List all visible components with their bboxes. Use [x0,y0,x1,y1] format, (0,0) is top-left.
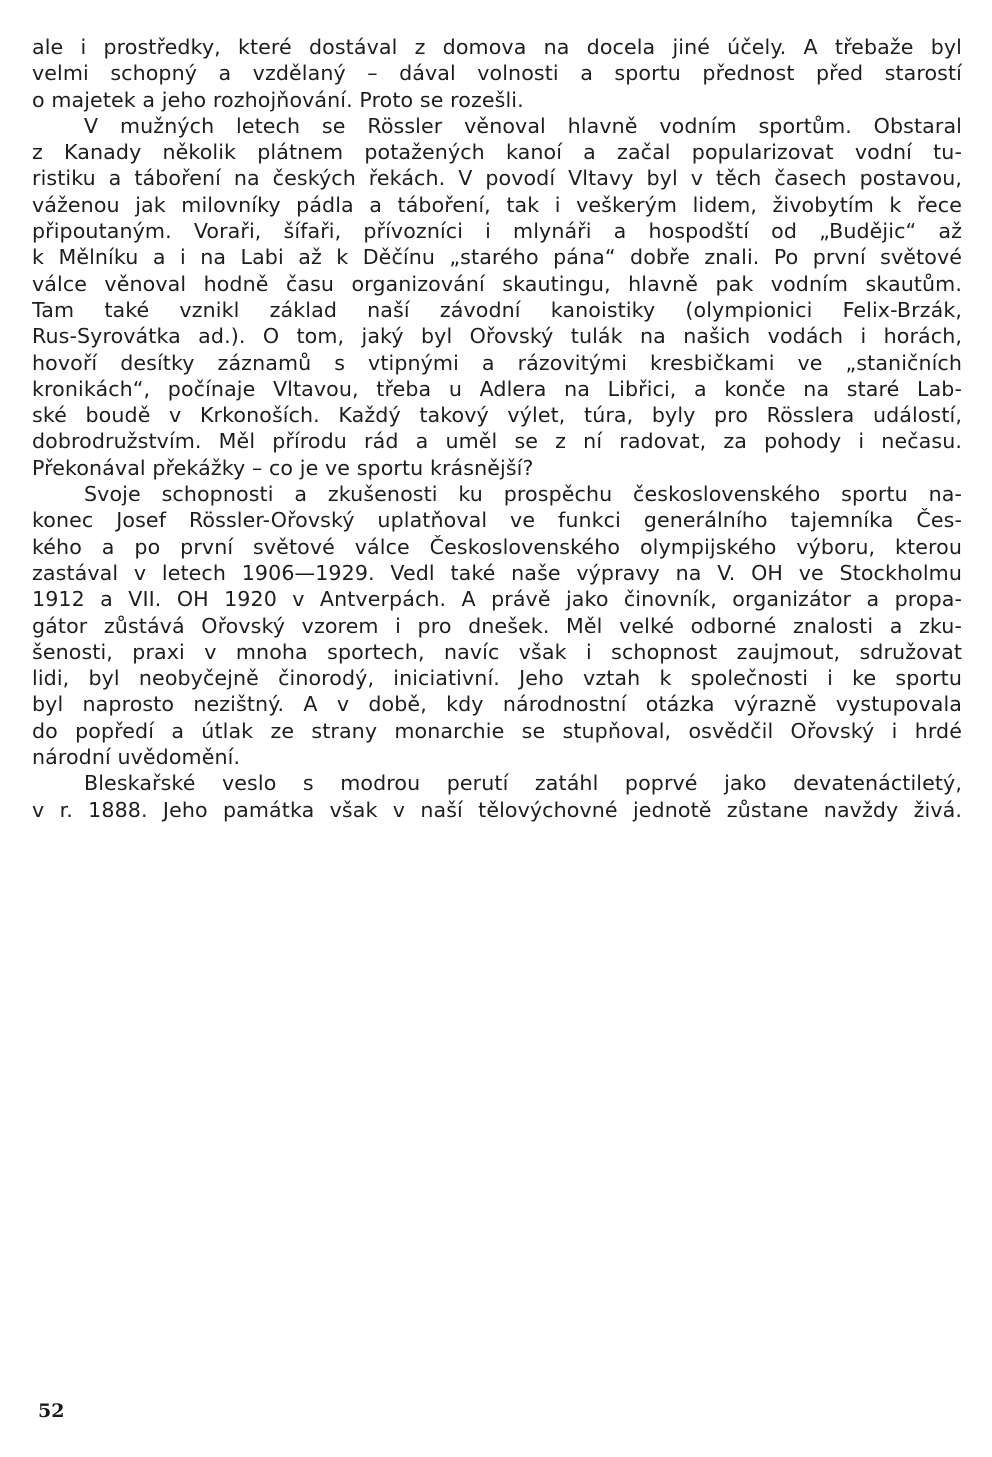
text-line: velmi schopný a vzdělaný – dával volnosti a sportu přednost před starostí [32,61,962,86]
text-line: národní uvědomění. [32,745,241,770]
text-line: do popředí a útlak ze strany monarchie se stupňoval, osvědčil Ořovský i hrdé [32,718,962,743]
text-line: váženou jak milovníky pádla a táboření, tak i veškerým lidem, živobytím k řece [32,192,962,217]
text-line: zastával v letech 1906—1929. Vedl také naše výpravy na V. OH ve Stockholmu [32,560,962,585]
text-line: Rus-Syrovátka ad.). O tom, jaký byl Ořovský tulák na našich vodách i horách, [32,324,962,349]
text-line: válce věnoval hodně času organizování skautingu, hlavně pak vodním skautům. [32,271,962,296]
text-line: Překonával překážky – co je ve sportu krásnější? [32,455,534,480]
paragraph-1 [32,34,962,113]
text-line: 1912 a VII. OH 1920 v Antverpách. A právě jako činovník, organizátor a propa- [32,587,962,612]
text-line: kronikách“, počínaje Vltavou, třeba u Adlera na Libřici, a konče na staré Lab- [32,376,962,401]
text-line: Bleskařské veslo s modrou perutí zatáhl poprvé jako devatenáctiletý, [84,771,962,796]
text-line: k Mělníku a i na Labi až k Děčínu „starého pána“ dobře znali. Po první světové [32,245,962,270]
text-line: ské boudě v Krkonoších. Každý takový výlet, túra, byly pro Rösslera událostí, [32,403,962,428]
text-line: ristiku a táboření na českých řekách. V povodí Vltavy byl v těch časech postavou, [32,166,962,191]
text-line: v r. 1888. Jeho památka však v naší tělovýchovné jednotě zůstane navždy živá. [32,797,962,822]
text-line: lidi, byl neobyčejně činorodý, iniciativní. Jeho vztah k společnosti i ke sportu [32,666,962,691]
text-line: ale i prostředky, které dostával z domova na docela jiné účely. A třebaže byl [32,35,962,59]
paragraph-2 [32,113,962,481]
text-line: Tam také vznikl základ naší závodní kanoistiky (olympionici Felix-Brzák, [32,297,962,322]
text-line: šenosti, praxi v mnoha sportech, navíc však i schopnost zaujmout, sdružovat [32,639,962,664]
paragraph-4 [32,770,962,823]
text-line: konec Josef Rössler-Ořovský uplatňoval ve funkci generálního tajemníka Čes- [32,508,962,533]
text-line: hovoří desítky záznamů s vtipnými a rázovitými kresbičkami ve „staničních [32,350,962,375]
text-line: o majetek a jeho rozhojňování. Proto se rozešli. [32,87,524,112]
text-line: kého a po první světové válce Československého olympijského výboru, kterou [32,534,962,559]
text-line: dobrodružstvím. Měl přírodu rád a uměl se z ní radovat, za pohody i nečasu. [32,429,962,454]
text-line: Svoje schopnosti a zkušenosti ku prospěchu československého sportu na- [84,482,962,507]
body-text [32,34,962,823]
paragraph-3 [32,481,962,770]
text-line: připoutaným. Voraři, šífaři, přívozníci i mlynáři a hospodští od „Budějic“ až [32,219,962,244]
text-line: byl naprosto nezištný. A v době, kdy národnostní otázka výrazně vystupovala [32,692,962,717]
text-line: V mužných letech se Rössler věnoval hlavně vodním sportům. Obstaral [84,113,962,138]
text-line: z Kanady několik plátnem potažených kanoí a začal popularizovat vodní tu- [32,140,962,165]
page-number: 52 [38,1400,65,1422]
text-line: gátor zůstává Ořovský vzorem i pro dnešek. Měl velké odborné znalosti a zku- [32,613,962,638]
